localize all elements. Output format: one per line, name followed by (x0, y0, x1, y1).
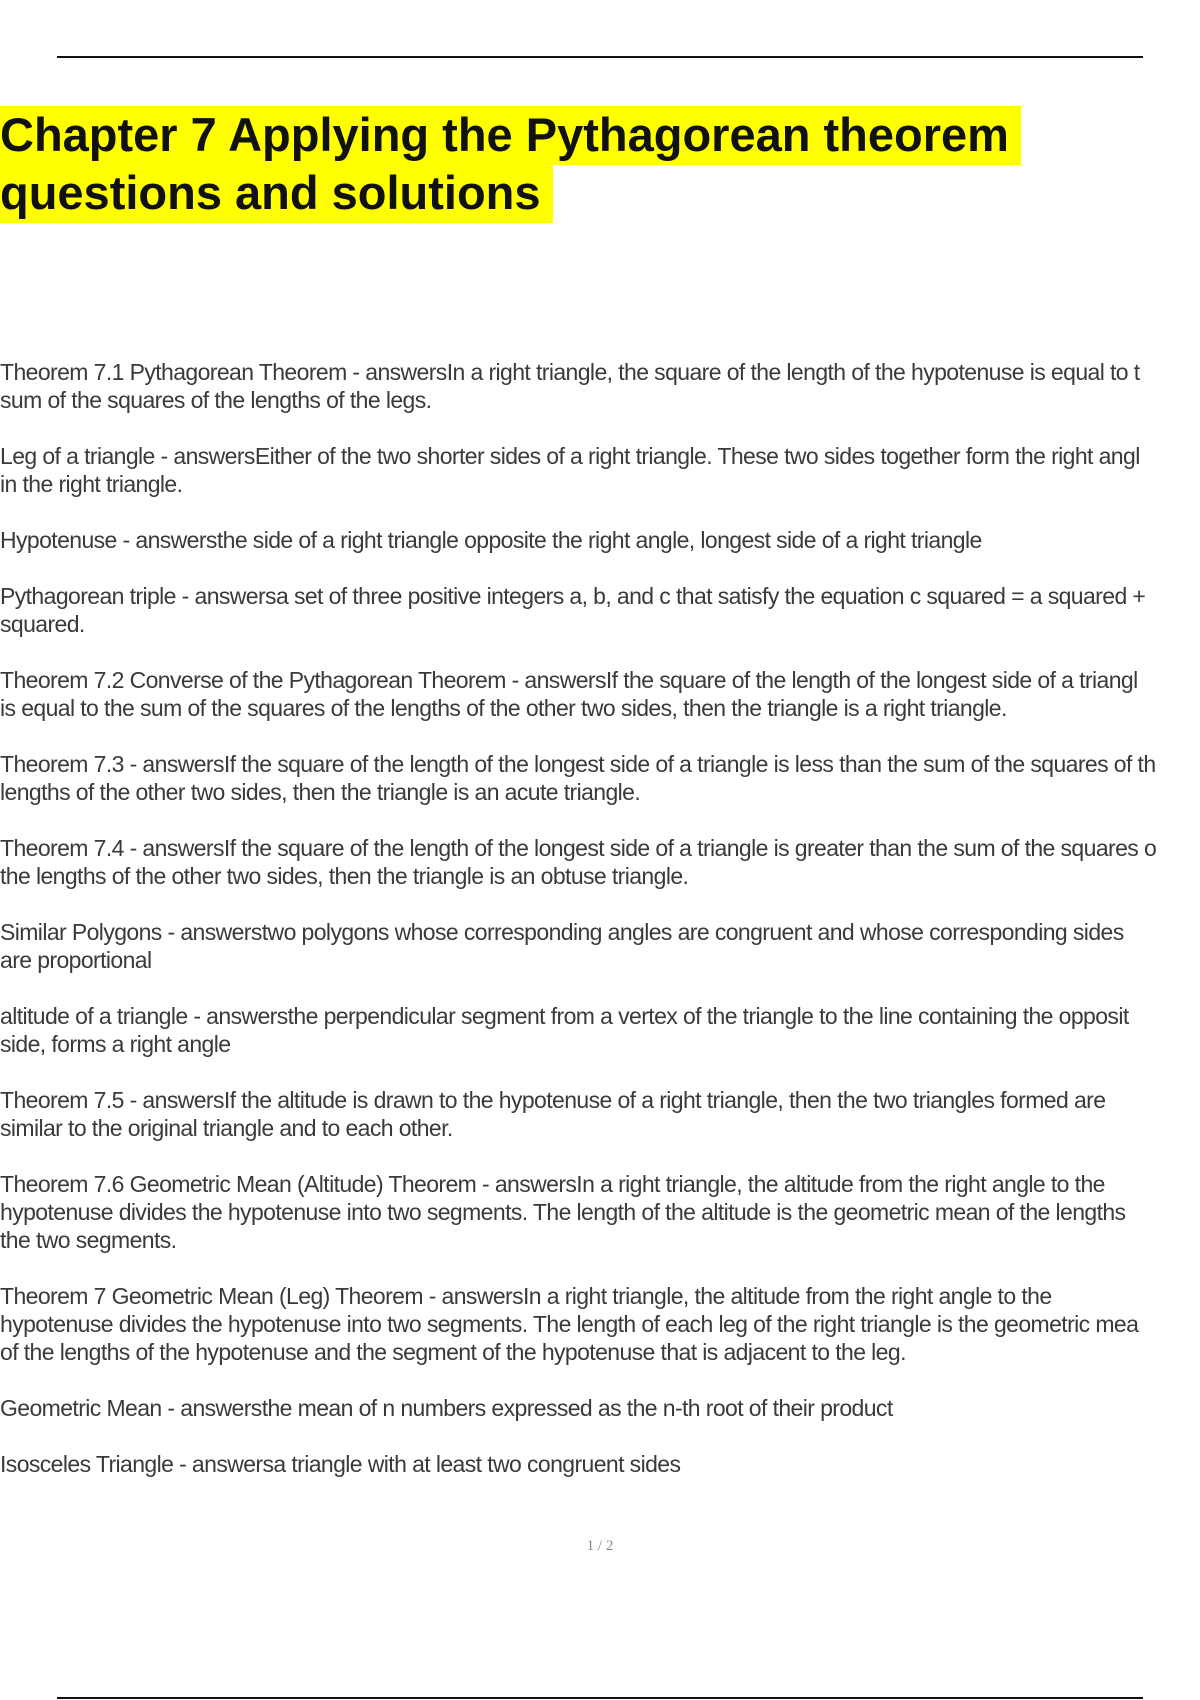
qa-entry-line: hypotenuse divides the hypotenuse into two segments. The length of each leg of the right triangle is the geometric mea (0, 1311, 1139, 1337)
qa-entry (0, 1170, 1200, 1254)
qa-entry-line: lengths of the other two sides, then the triangle is an acute triangle. (0, 779, 641, 805)
qa-entry (0, 1450, 1200, 1478)
qa-entry (0, 750, 1200, 806)
qa-entry-line: side, forms a right angle (0, 1031, 231, 1057)
qa-entry-line: Theorem 7.1 Pythagorean Theorem - answersIn a right triangle, the square of the length of the hypotenuse is equal to t (0, 359, 1140, 385)
qa-entry-line: Theorem 7.5 - answersIf the altitude is drawn to the hypotenuse of a right triangle, then the two triangles formed are (0, 1087, 1106, 1113)
qa-entry-line: Theorem 7 Geometric Mean (Leg) Theorem - answersIn a right triangle, the altitude from the right angle to the (0, 1283, 1052, 1309)
qa-entry-line: hypotenuse divides the hypotenuse into two segments. The length of the altitude is the geometric mean of the lengths (0, 1199, 1126, 1225)
qa-entry-line: Theorem 7.4 - answersIf the square of the length of the longest side of a triangle is greater than the sum of the squares o (0, 835, 1157, 861)
qa-entry-line: is equal to the sum of the squares of the lengths of the other two sides, then the triangle is a right triangle. (0, 695, 1007, 721)
qa-entry (0, 1282, 1200, 1366)
qa-entry (0, 918, 1200, 974)
qa-entry (0, 834, 1200, 890)
qa-entry-line: Isosceles Triangle - answersa triangle with at least two congruent sides (0, 1451, 681, 1477)
page-number: 1 / 2 (586, 1538, 614, 1554)
qa-entry (0, 442, 1200, 498)
qa-entry-line: the two segments. (0, 1227, 177, 1253)
qa-entry (0, 358, 1200, 414)
qa-entry-line: Theorem 7.2 Converse of the Pythagorean Theorem - answersIf the square of the length of the longest side of a triangl (0, 667, 1138, 693)
qa-entry-line: Geometric Mean - answersthe mean of n numbers expressed as the n-th root of their product (0, 1395, 893, 1421)
document-title (0, 106, 1100, 222)
qa-entry-line: squared. (0, 611, 85, 637)
qa-entry (0, 1002, 1200, 1058)
qa-entry-line: similar to the original triangle and to each other. (0, 1115, 453, 1141)
qa-entry-line: Similar Polygons - answerstwo polygons whose corresponding angles are congruent and whose corresponding sides (0, 919, 1124, 945)
qa-entry-line: Pythagorean triple - answersa set of three positive integers a, b, and c that satisfy the equation c squared = a squared + (0, 583, 1146, 609)
qa-entry-line: of the lengths of the hypotenuse and the segment of the hypotenuse that is adjacent to the leg. (0, 1339, 906, 1365)
qa-entry-line: in the right triangle. (0, 471, 183, 497)
title-line-2: questions and solutions (0, 164, 553, 223)
qa-entry (0, 1394, 1200, 1422)
qa-entry-line: sum of the squares of the lengths of the legs. (0, 387, 432, 413)
title-line-1: Chapter 7 Applying the Pythagorean theorem (0, 106, 1021, 165)
qa-entry-line: Hypotenuse - answersthe side of a right triangle opposite the right angle, longest side of a right triangle (0, 527, 982, 553)
footer-rule (57, 1697, 1143, 1699)
qa-entry (0, 1086, 1200, 1142)
qa-entry-line: the lengths of the other two sides, then the triangle is an obtuse triangle. (0, 863, 689, 889)
qa-entry-line: altitude of a triangle - answersthe perpendicular segment from a vertex of the triangle to the line containing the opposit (0, 1003, 1129, 1029)
qa-entry (0, 666, 1200, 722)
qa-entry (0, 582, 1200, 638)
qa-entry-list (0, 358, 1200, 1506)
qa-entry-line: are proportional (0, 947, 152, 973)
qa-entry-line: Theorem 7.6 Geometric Mean (Altitude) Theorem - answersIn a right triangle, the altitude from the right angle to the (0, 1171, 1105, 1197)
header-rule (57, 56, 1143, 58)
qa-entry (0, 526, 1200, 554)
qa-entry-line: Theorem 7.3 - answersIf the square of the length of the longest side of a triangle is less than the sum of the squares of th (0, 751, 1156, 777)
qa-entry-line: Leg of a triangle - answersEither of the two shorter sides of a right triangle. These two sides together form the right angl (0, 443, 1140, 469)
